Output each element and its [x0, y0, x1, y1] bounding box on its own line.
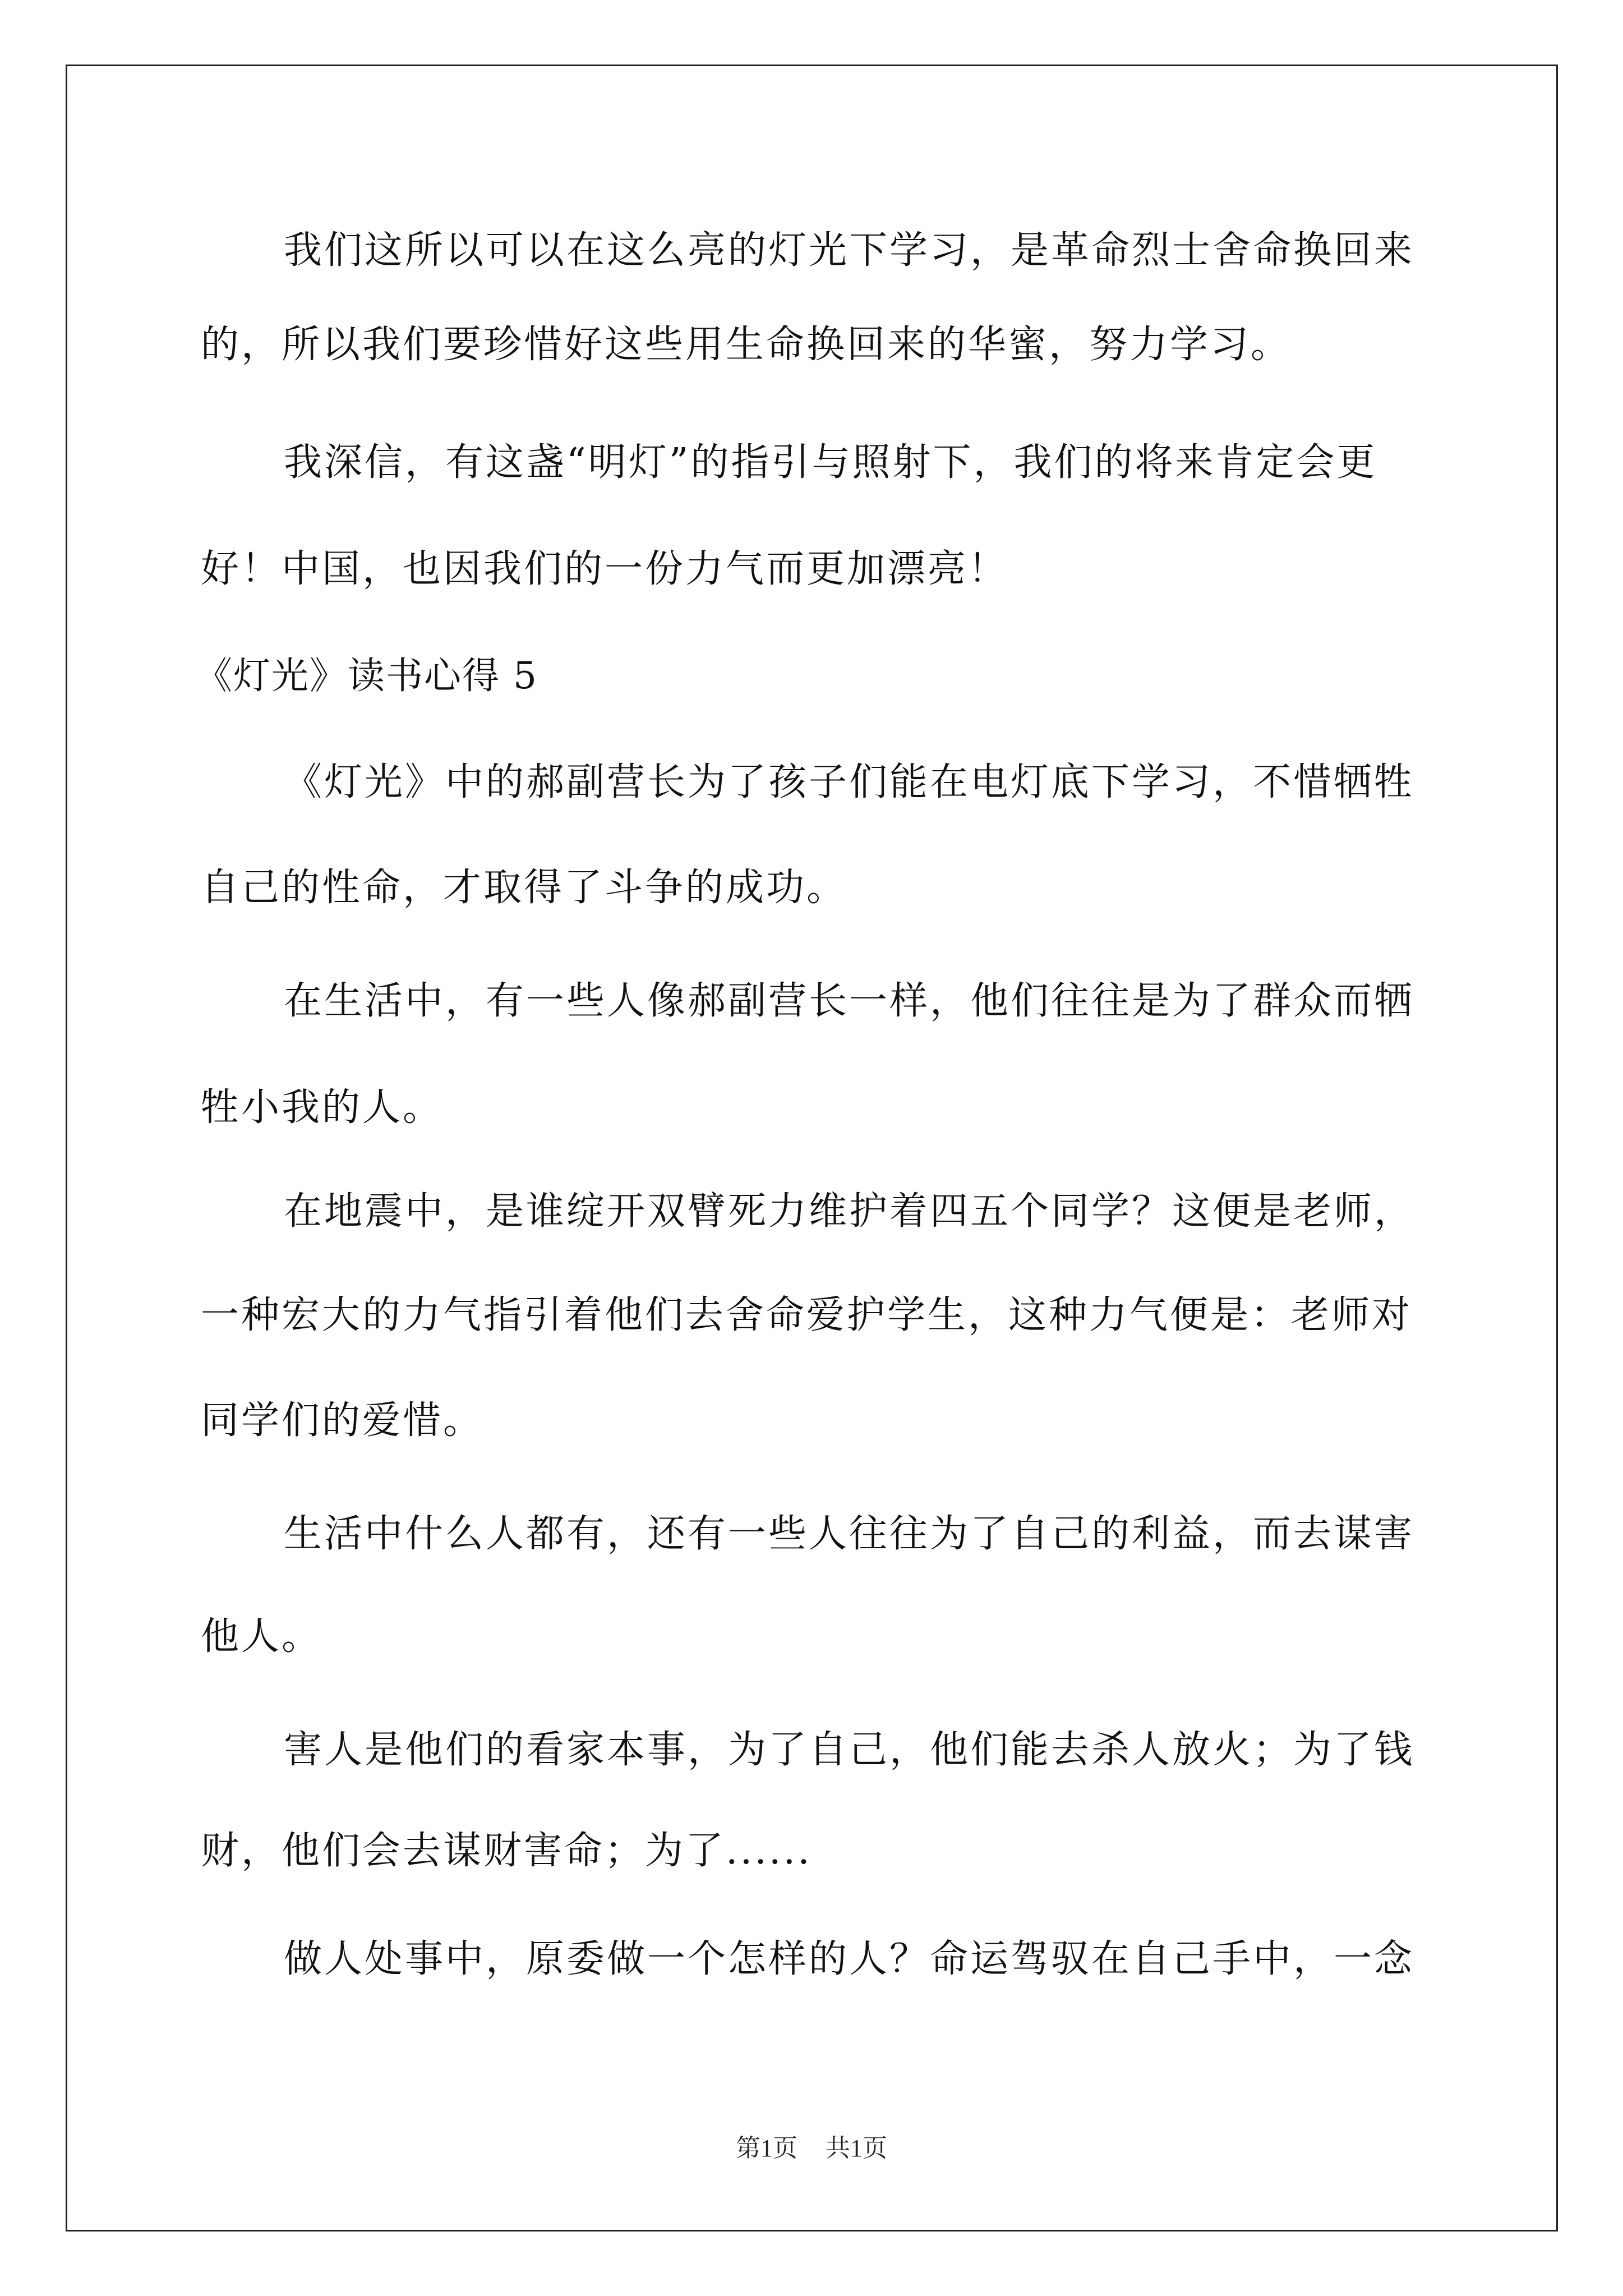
paragraph-line: 自己的性命，才取得了斗争的成功。 — [201, 866, 847, 910]
page-border — [66, 65, 1558, 2231]
page-number: 第1页 — [736, 2134, 797, 2162]
paragraph-line: 生活中什么人都有，还有一些人往往为了自己的利益，而去谋害 — [284, 1512, 1415, 1556]
page-total: 共1页 — [826, 2134, 887, 2162]
paragraph-line: 做人处事中，原委做一个怎样的人？命运驾驭在自己手中，一念 — [284, 1937, 1415, 1981]
paragraph-line: 的，所以我们要珍惜好这些用生命换回来的华蜜，努力学习。 — [201, 323, 1292, 367]
page-footer — [0, 2132, 1623, 2165]
section-heading: 《灯光》读书心得 5 — [195, 654, 538, 697]
paragraph-line: 牲小我的人。 — [201, 1085, 444, 1130]
paragraph-line: 害人是他们的看家本事，为了自己，他们能去杀人放火；为了钱 — [284, 1728, 1415, 1772]
paragraph-line: 我们这所以可以在这么亮的灯光下学习，是革命烈士舍命换回来 — [284, 228, 1415, 273]
paragraph-line: 在生活中，有一些人像郝副营长一样，他们往往是为了群众而牺 — [284, 979, 1415, 1023]
paragraph-line: 在地震中，是谁绽开双臂死力维护着四五个同学？这便是老师， — [284, 1189, 1415, 1234]
paragraph-line: 他人。 — [201, 1614, 322, 1659]
paragraph-line: 同学们的爱惜。 — [201, 1398, 484, 1443]
paragraph-line: 一种宏大的力气指引着他们去舍命爱护学生，这种力气便是：老师对 — [201, 1293, 1413, 1337]
paragraph-line: 《灯光》中的郝副营长为了孩子们能在电灯底下学习，不惜牺牲 — [284, 760, 1415, 804]
paragraph-line: 财，他们会去谋财害命；为了...... — [201, 1829, 812, 1873]
paragraph-line: 我深信，有这盏“明灯”的指引与照射下，我们的将来肯定会更 — [284, 440, 1377, 485]
paragraph-line: 好！中国，也因我们的一份力气而更加漂亮！ — [201, 547, 1009, 591]
